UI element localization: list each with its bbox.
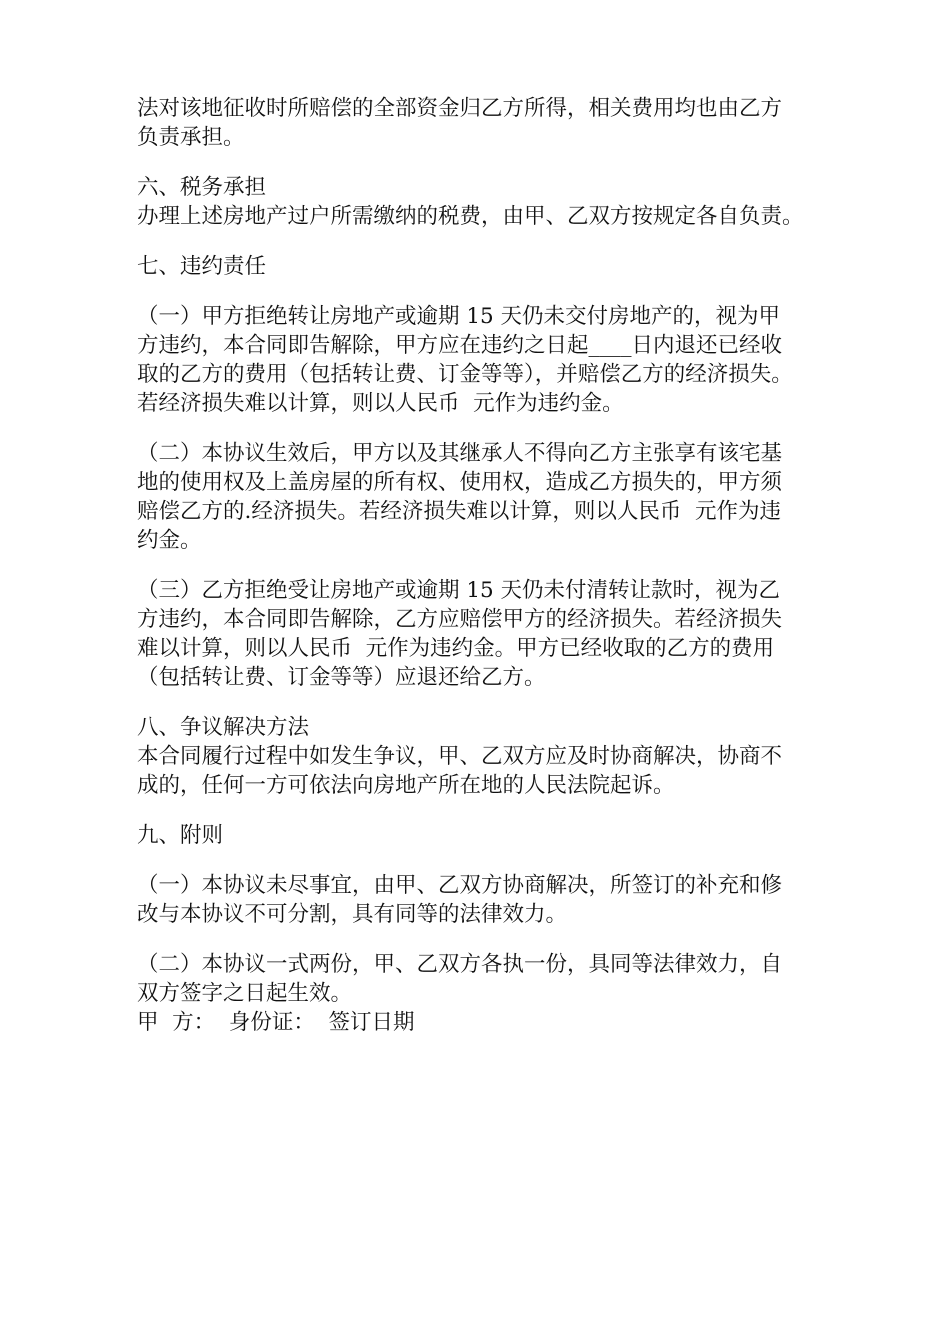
clause-line: 难以计算，则以人民币 元作为违约金。甲方已经收取的乙方的费用 — [137, 636, 775, 661]
section-7-clause-3 — [137, 576, 827, 692]
section-9-clause-1 — [137, 871, 827, 929]
clause-line: （一）本协议未尽事宜，由甲、乙双方协商解决，所签订的补充和修 — [137, 873, 783, 898]
clause-line: 双方签字之日起生效。 — [137, 981, 353, 1006]
clause-line: 约金。 — [137, 528, 202, 553]
clause-line: 赔偿乙方的.经济损失。若经济损失难以计算，则以人民币 元作为违 — [137, 499, 782, 524]
intro-line-1: 法对该地征收时所赔偿的全部资金归乙方所得，相关费用均也由乙方 — [137, 96, 783, 121]
section-7-heading: 七、违约责任 — [137, 254, 267, 279]
clause-line: （一）甲方拒绝转让房地产或逾期 15 天仍未交付房地产的，视为甲 — [137, 304, 781, 329]
section-8-heading: 八、争议解决方法 — [137, 715, 310, 740]
document-page — [137, 94, 827, 1037]
section-8-line-2: 成的，任何一方可依法向房地产所在地的人民法院起诉。 — [137, 773, 675, 798]
clause-line: （二）本协议一式两份，甲、乙双方各执一份，具同等法律效力，自 — [137, 952, 783, 977]
signature-line: 甲 方： 身份证： 签订日期 — [137, 1010, 415, 1035]
clause-line: 方违约，本合同即告解除，乙方应赔偿甲方的经济损失。若经济损失 — [137, 607, 783, 632]
section-7-clause-1 — [137, 302, 827, 418]
clause-line: 改与本协议不可分割，具有同等的法律效力。 — [137, 902, 568, 927]
section-7-clause-2 — [137, 439, 827, 555]
clause-line: （三）乙方拒绝受让房地产或逾期 15 天仍未付清转让款时，视为乙 — [137, 578, 781, 603]
clause-line: 地的使用权及上盖房屋的所有权、使用权，造成乙方损失的，甲方须 — [137, 470, 783, 495]
section-7 — [137, 252, 827, 692]
section-9-heading: 九、附则 — [137, 823, 224, 848]
section-8-line-1: 本合同履行过程中如发生争议，甲、乙双方应及时协商解决，协商不 — [137, 744, 783, 769]
section-9 — [137, 821, 827, 1037]
clause-line: （包括转让费、订金等等）应退还给乙方。 — [137, 665, 546, 690]
clause-line: 若经济损失难以计算，则以人民币 元作为违约金。 — [137, 391, 624, 416]
clause-line: 取的乙方的费用（包括转让费、订金等等），并赔偿乙方的经济损失。 — [137, 362, 793, 387]
section-6-heading: 六、税务承担 — [137, 175, 267, 200]
section-9-clause-2 — [137, 950, 827, 1008]
section-6-line-1: 办理上述房地产过户所需缴纳的税费，由甲、乙双方按规定各自负责。 — [137, 204, 804, 229]
section-8 — [137, 713, 827, 800]
clause-line: 方违约，本合同即告解除，甲方应在违约之日起____日内退还已经收 — [137, 333, 783, 358]
section-6 — [137, 173, 827, 231]
intro-line-2: 负责承担。 — [137, 125, 245, 150]
intro-paragraph — [137, 94, 827, 152]
clause-line: （二）本协议生效后，甲方以及其继承人不得向乙方主张享有该宅基 — [137, 441, 783, 466]
